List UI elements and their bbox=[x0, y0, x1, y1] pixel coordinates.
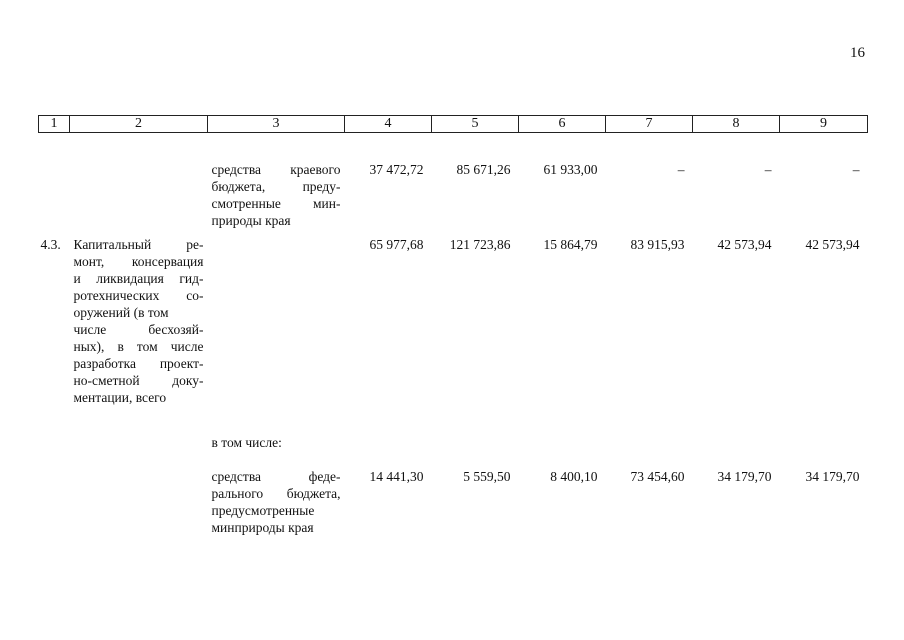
value-cell bbox=[693, 420, 780, 457]
row-source bbox=[208, 133, 345, 230]
row-source bbox=[208, 457, 345, 536]
column-header-5: 5 bbox=[432, 116, 519, 133]
row-index bbox=[39, 457, 70, 536]
row-index bbox=[39, 420, 70, 457]
value-cell: 14 441,30 bbox=[369, 469, 424, 484]
source-line: средства феде- bbox=[211, 469, 341, 484]
value-cell: 34 179,70 bbox=[717, 469, 772, 484]
value-cell: 42 573,94 bbox=[805, 237, 860, 252]
name-line: числе бесхозяй- bbox=[73, 322, 204, 337]
source-line: предусмотренные bbox=[211, 503, 315, 518]
row-name bbox=[70, 420, 208, 457]
row-index: 4.3. bbox=[40, 237, 61, 252]
name-line: ментации, всего bbox=[73, 390, 167, 405]
row-index bbox=[39, 133, 70, 230]
source-line: бюджета, преду- bbox=[211, 179, 341, 194]
row-name bbox=[70, 229, 208, 420]
page-number: 16 bbox=[850, 45, 865, 61]
table-row bbox=[39, 133, 868, 230]
source-line: смотренные мин- bbox=[211, 196, 341, 211]
column-header-9: 9 bbox=[780, 116, 868, 133]
table-header-row bbox=[39, 116, 868, 133]
source-line: минприроды края bbox=[211, 520, 314, 535]
column-header-3: 3 bbox=[208, 116, 345, 133]
table-row bbox=[39, 229, 868, 420]
name-line: ротехнических со- bbox=[73, 288, 204, 303]
value-cell: 121 723,86 bbox=[449, 237, 511, 252]
value-cell: 73 454,60 bbox=[630, 469, 685, 484]
source-line: рального бюджета, bbox=[211, 486, 341, 501]
value-cell: 65 977,68 bbox=[369, 237, 424, 252]
value-cell: 15 864,79 bbox=[543, 237, 598, 252]
value-cell bbox=[519, 420, 606, 457]
value-cell: 34 179,70 bbox=[805, 469, 860, 484]
value-cell: 83 915,93 bbox=[630, 237, 685, 252]
row-name bbox=[70, 133, 208, 230]
column-header-6: 6 bbox=[519, 116, 606, 133]
value-cell bbox=[432, 420, 519, 457]
value-cell: – bbox=[852, 162, 860, 177]
row-name bbox=[70, 457, 208, 536]
value-cell: 85 671,26 bbox=[456, 162, 511, 177]
source-line: природы края bbox=[211, 213, 291, 228]
column-header-8: 8 bbox=[693, 116, 780, 133]
column-header-4: 4 bbox=[345, 116, 432, 133]
value-cell bbox=[606, 420, 693, 457]
value-cell: 42 573,94 bbox=[717, 237, 772, 252]
row-source bbox=[208, 420, 345, 457]
table-row bbox=[39, 420, 868, 457]
budget-table bbox=[38, 115, 868, 536]
value-cell: 37 472,72 bbox=[369, 162, 424, 177]
name-line: разработка проект- bbox=[73, 356, 204, 371]
column-header-1: 1 bbox=[39, 116, 70, 133]
value-cell bbox=[780, 420, 868, 457]
source-line: в том числе: bbox=[211, 435, 282, 450]
row-source bbox=[208, 229, 345, 420]
value-cell: – bbox=[764, 162, 772, 177]
name-line: оружений (в том bbox=[73, 305, 169, 320]
name-line: Капитальный ре- bbox=[73, 237, 204, 252]
value-cell: 5 559,50 bbox=[463, 469, 511, 484]
source-line: средства краевого bbox=[211, 162, 341, 177]
name-line: монт, консервация bbox=[73, 254, 204, 269]
name-line: и ликвидация гид- bbox=[73, 271, 204, 286]
column-header-7: 7 bbox=[606, 116, 693, 133]
value-cell: 61 933,00 bbox=[543, 162, 598, 177]
value-cell bbox=[345, 420, 432, 457]
name-line: ных), в том числе bbox=[73, 339, 204, 354]
value-cell: – bbox=[677, 162, 685, 177]
value-cell: 8 400,10 bbox=[550, 469, 598, 484]
table-row bbox=[39, 457, 868, 536]
column-header-2: 2 bbox=[70, 116, 208, 133]
name-line: но-сметной доку- bbox=[73, 373, 204, 388]
